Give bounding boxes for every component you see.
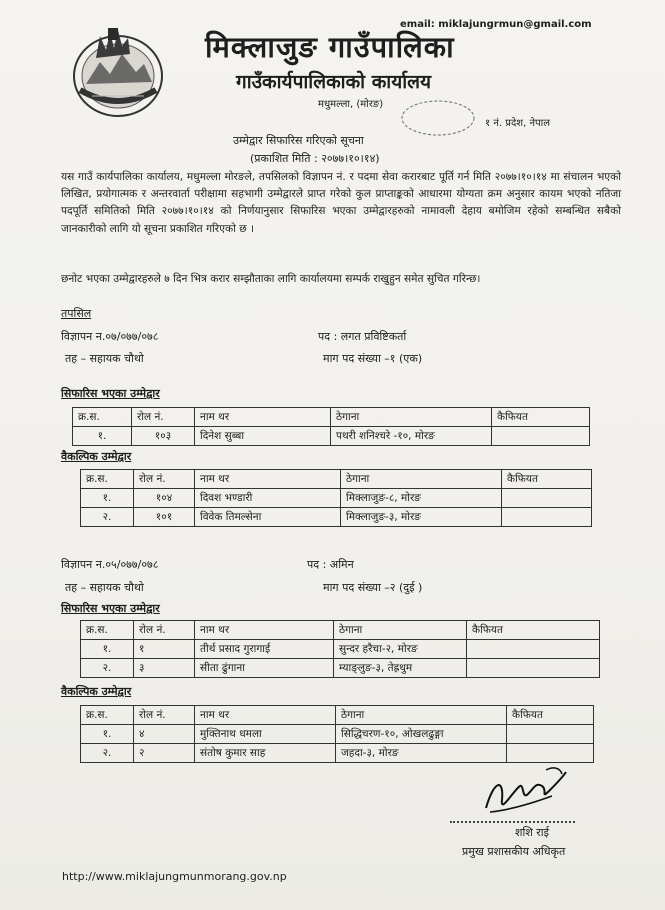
handwritten-signature [480,760,570,820]
ad1-post: पद : लगत प्रविष्टिकर्ता [318,330,407,343]
cell-roll: ४ [134,725,195,744]
col-roll: रोल नं. [134,706,195,725]
cell-name: दिवश भण्डारी [195,489,341,508]
col-address: ठेगाना [341,470,502,489]
cell-address: सुन्दर हरैचा-२, मोरङ [334,640,467,659]
ad2-recommended-heading: सिफारिस भएका उम्मेद्वार [61,602,160,615]
cell-roll: १०३ [132,427,195,446]
ad1-alternate-heading: वैकल्पिक उम्मेद्वार [61,450,132,463]
cell-roll: १ [134,640,195,659]
table-header-row [81,706,594,725]
cell-sn: १. [81,640,134,659]
cell-address: मिक्लाजुङ-८, मोरङ [341,489,502,508]
province-text: १ नं. प्रदेश, नेपाल [485,118,551,129]
cell-sn: २. [81,659,134,678]
col-sn: क्र.स. [73,408,132,427]
office-address: मधुमल्ला, (मोरङ) [318,99,384,110]
cell-roll: ३ [134,659,195,678]
cell-name: तीर्थ प्रसाद गुरागाई [195,640,334,659]
email-text: email: miklajungrmun@gmail.com [400,19,592,30]
office-stamp [398,98,478,138]
cell-address: सिद्धिचरण-१०, ओखलढुङ्गा [336,725,507,744]
table-row [73,427,590,446]
col-roll: रोल नं. [132,408,195,427]
cell-sn: २. [81,508,134,527]
office-title: गाउँकार्यपालिकाको कार्यालय [236,71,432,93]
col-sn: क्र.स. [81,621,134,640]
col-address: ठेगाना [334,621,467,640]
col-address: ठेगाना [336,706,507,725]
col-roll: रोल नं. [134,621,195,640]
col-remark: कैफियत [467,621,600,640]
nepal-emblem-logo [66,20,170,122]
cell-roll: १०१ [134,508,195,527]
table-row [81,489,592,508]
notice-title: उम्मेद्वार सिफारिस गरिएको सूचना [233,134,364,147]
cell-remark [467,659,600,678]
website-url: http://www.miklajungmunmorang.gov.np [62,870,287,883]
cell-name: संतोष कुमार साह [195,744,336,763]
ad2-post: पद : अमिन [307,558,354,571]
notice-body: यस गाउँ कार्यपालिका कार्यालय, मधुमल्ला मोरङले, तपसिलको विज्ञापन नं. र पदमा सेवा करारबाट पूर्ति गर्न मिति २०७७।१०।१४ मा संचालन भएको लिखित, प्रयोगात्मक र अन्तरवार्ता परीक्षामा सहभागी उम्मेद्वारले प्राप्त गरेको कुल प्राप्ताङ्कको आधारमा योग्यता क्रम अनुसार कायम भएको नतिजा पदपूर्ति समितिको मिति २०७७।१०।१४ को निर्णयानुसार सिफारिस भएका उम्मेद्वारहरुको नामावली देहाय बमोजिम रहेको सम्बन्धित सबैको जानकारीको लागि यो सूचना प्रकाशित गरिएको छ । [61,171,621,235]
officer-name: शशि राई [515,826,550,839]
ad1-demand-count: माग पद संख्या –१ (एक) [323,352,423,365]
cell-sn: १. [81,725,134,744]
col-name: नाम थर [195,621,334,640]
cell-roll: १०४ [134,489,195,508]
cell-remark [492,427,590,446]
cell-sn: २. [81,744,134,763]
ad1-vigyapan: विज्ञापन न.०७/०७७/०७८ [61,330,159,343]
col-remark: कैफियत [492,408,590,427]
ad1-alternate-table [80,469,592,527]
tapasil-heading: तपसिल [61,307,92,320]
officer-title: प्रमुख प्रशासकीय अधिकृत [462,845,566,858]
cell-sn: १. [73,427,132,446]
col-sn: क्र.स. [81,706,134,725]
ad2-level: तह – सहायक चौथो [65,581,144,594]
table-row [81,659,600,678]
col-remark: कैफियत [502,470,592,489]
table-header-row [81,470,592,489]
ad2-alternate-table [80,705,594,763]
cell-address: पथरी शनिश्चरे -१०, मोरङ [331,427,492,446]
cell-remark [502,508,592,527]
cell-remark [502,489,592,508]
col-name: नाम थर [195,408,331,427]
cell-name: दिनेश सुब्बा [195,427,331,446]
col-sn: क्र.स. [81,470,134,489]
cell-remark [467,640,600,659]
cell-name: सीता ढुंगाना [195,659,334,678]
cell-remark [507,725,594,744]
ad1-level: तह – सहायक चौथो [65,352,144,365]
ad1-recommended-table [72,407,590,446]
ad1-recommended-heading: सिफारिस भएका उम्मेद्वार [61,387,160,400]
col-remark: कैफियत [507,706,594,725]
ad2-alternate-heading: वैकल्पिक उम्मेद्वार [61,685,132,698]
col-name: नाम थर [195,706,336,725]
cell-sn: १. [81,489,134,508]
ad2-vigyapan: विज्ञापन न.०५/०७७/०७८ [61,558,159,571]
cell-address: म्याङ्लुङ-३, तेह्रथुम [334,659,467,678]
ad2-demand-count: माग पद संख्या –२ (दुई ) [323,581,423,594]
col-name: नाम थर [195,470,341,489]
cell-name: मुक्तिनाथ धमला [195,725,336,744]
table-row [81,725,594,744]
cell-name: विवेक तिमल्सेना [195,508,341,527]
notice-date: (प्रकाशित मिति : २०७७।१०।१४) [250,152,380,165]
cell-address: मिक्लाजुङ-३, मोरङ [341,508,502,527]
col-address: ठेगाना [331,408,492,427]
table-row [81,508,592,527]
col-roll: रोल नं. [134,470,195,489]
table-row [81,640,600,659]
ad2-recommended-table [80,620,600,678]
table-header-row [81,621,600,640]
notice-instruction: छनोट भएका उम्मेद्वारहरुले ७ दिन भित्र करार सम्झौताका लागि कार्यालयमा सम्पर्क राखुहुन समेत सुचित गरिन्छ। [61,273,481,285]
signature-line [450,821,575,823]
table-header-row [73,408,590,427]
municipality-title: मिक्लाजुङ गाउँपालिका [205,30,455,64]
cell-address: जहदा-३, मोरङ [336,744,507,763]
cell-roll: २ [134,744,195,763]
